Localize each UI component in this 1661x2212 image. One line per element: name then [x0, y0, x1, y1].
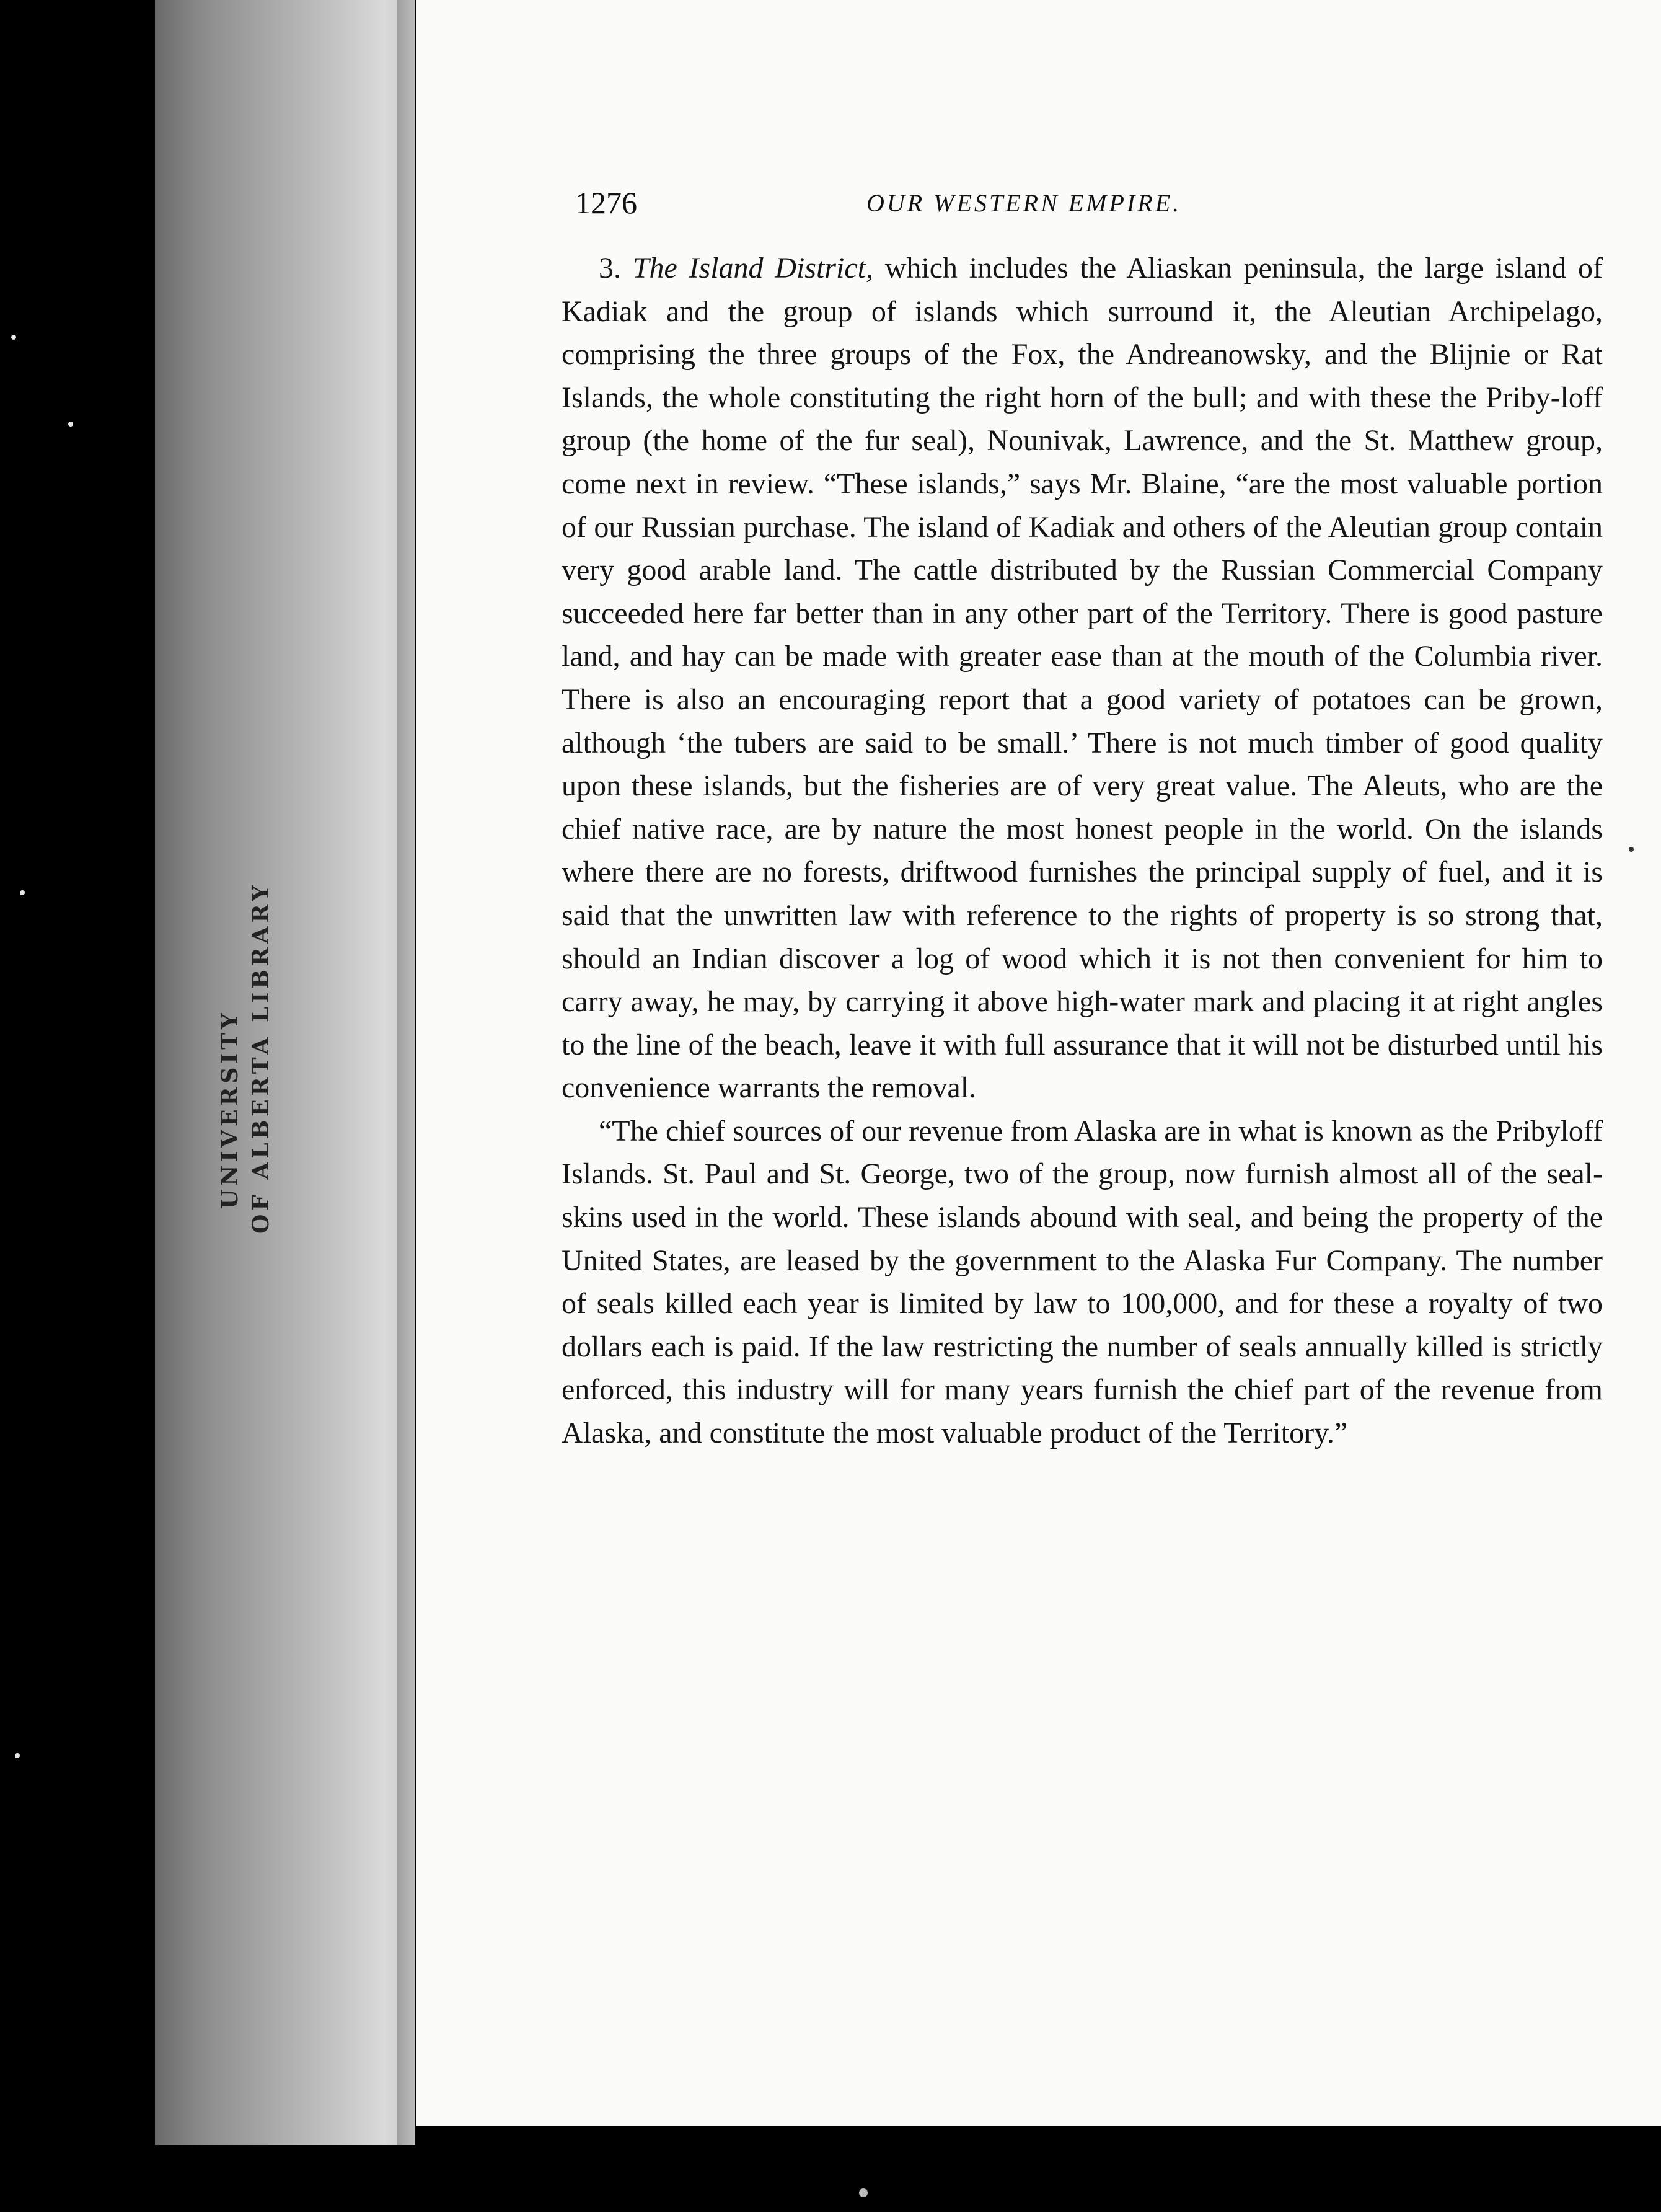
stamp-line-university: UNIVERSITY [217, 1009, 243, 1209]
margin-speck [1629, 847, 1634, 852]
paragraph-text: which includes the Aliaskan peninsula, the large island of Kadiak and the group of islands which surround it, the Aleutian Archipelago, comprising the three groups of the Fox, the Andreanowsky, and the Blijnie or Rat Islands, the whole constituting the right horn of the bull; and with these the Priby-loff group (the home of the fur seal), Nounivak, Lawrence, and the St. Matthew group, come next in review. “These islands,” says Mr. Blaine, “are the most valuable portion of our Russian purchase. The island of Kadiak and others of the Aleutian group contain very good arable land. The cattle distributed by the Russian Commercial Company succeeded here far better than in any other part of the Territory. There is good pasture land, and hay can be made with greater ease than at the mouth of the Columbia river. There is also an encouraging report that a good variety of potatoes can be grown, although ‘the tubers are said to be small.’ There is not much timber of good quality upon these islands, but the fisheries are of very great value. The Aleuts, who are the chief native race, are by nature the most honest people in the world. On the islands where there are no forests, driftwood furnishes the principal supply of fuel, and it is said that the unwritten law with reference to the rights of property is so strong that, should an Indian discover a log of wood which it is not then convenient for him to carry away, he may, by carrying it above high-water mark and placing it at right angles to the line of the beach, leave it with full assurance that it will not be disturbed until his convenience warrants the removal. [562, 252, 1603, 1105]
stamp-line-library: OF ALBERTA LIBRARY [248, 881, 274, 1234]
library-stamp [211, 881, 285, 1234]
page-number: 1276 [575, 185, 637, 220]
paragraph-revenue: “The chief sources of our revenue from Alaska are in what is known as the Pribyloff Islands. St. Paul and St. George, two of the group, now furnish almost all of the seal-skins used in the world. These islands abound with seal, and being the property of the United States, are leased by the government to the Alaska Fur Company. The number of seals killed each year is limited by law to 100,000, and for these a royalty of two dollars each is paid. If the law restricting the number of seals annually killed is strictly enforced, this industry will for many years furnish the chief part of the revenue from Alaska, and constitute the most valuable product of the Territory.” [562, 1114, 1603, 1450]
book-spine [155, 0, 415, 2145]
margin-speck [68, 422, 73, 427]
bottom-speck [859, 2188, 868, 2197]
margin-speck [15, 1753, 20, 1758]
running-head [575, 185, 1294, 228]
running-title: OUR WESTERN EMPIRE. [866, 189, 1182, 217]
margin-speck [11, 335, 16, 340]
page-body [562, 247, 1603, 1455]
margin-speck [20, 890, 25, 895]
paragraph-island-district [562, 247, 1603, 1110]
section-number: 3. [599, 252, 621, 285]
section-title: The Island District, [632, 252, 873, 285]
